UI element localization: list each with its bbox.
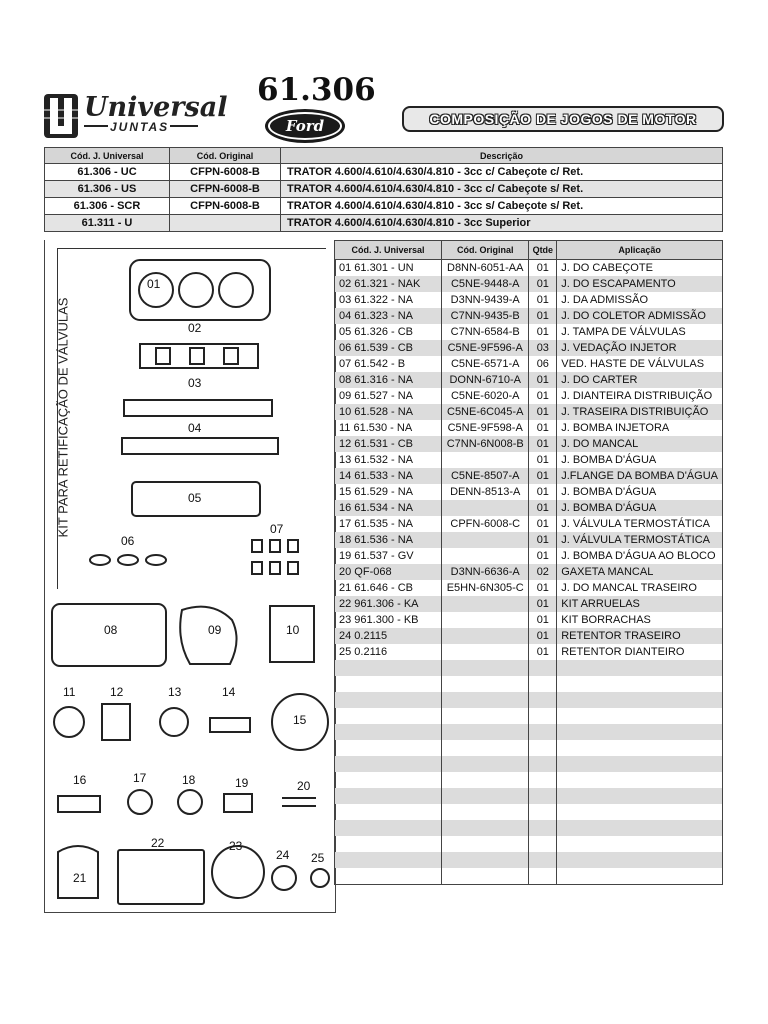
original-code: [442, 532, 529, 548]
part-code: [335, 820, 442, 836]
original-code: C7NN-6584-B: [442, 324, 529, 340]
application: VED. HASTE DE VÁLVULAS: [557, 356, 723, 372]
part-code: 23 961.300 - KB: [335, 612, 442, 628]
description: TRATOR 4.600/4.610/4.630/4.810 - 3cc c/ Cabeçote c/ Ret.: [281, 164, 723, 181]
application: J. BOMBA D'ÁGUA: [557, 500, 723, 516]
application: J. DO ESCAPAMENTO: [557, 276, 723, 292]
column-header: Descrição: [281, 148, 723, 164]
description: TRATOR 4.600/4.610/4.630/4.810 - 3cc s/ Cabeçote s/ Ret.: [281, 198, 723, 215]
application: J. DA ADMISSÃO: [557, 292, 723, 308]
bearing-seal-strip-icon: [282, 798, 316, 806]
application: [557, 660, 723, 676]
original-code: [442, 852, 529, 868]
ford-logo: Ford: [268, 112, 342, 140]
description: TRATOR 4.600/4.610/4.630/4.810 - 3cc Superior: [281, 215, 723, 232]
intake-gasket-icon: [124, 400, 272, 416]
table-row: [335, 772, 723, 788]
gasket-diagrams: [44, 240, 334, 912]
table-row: [335, 596, 723, 612]
quantity: 01: [529, 500, 557, 516]
table-row: [335, 260, 723, 277]
quantity: 01: [529, 308, 557, 324]
quantity: [529, 660, 557, 676]
diagram-label: 16: [73, 773, 87, 787]
table-row: [45, 181, 723, 198]
part-code: 13 61.532 - NA: [335, 452, 442, 468]
diagram-label: 21: [73, 871, 87, 885]
quantity: [529, 820, 557, 836]
column-header: Aplicação: [557, 241, 723, 260]
table-row: [335, 324, 723, 340]
table-row: [335, 500, 723, 516]
part-code: [335, 772, 442, 788]
part-code: 17 61.535 - NA: [335, 516, 442, 532]
kit-code: 61.311 - U: [45, 215, 170, 232]
components-table-body: [335, 260, 723, 885]
quantity: 01: [529, 580, 557, 596]
part-code: 20 QF-068: [335, 564, 442, 580]
part-code: 25 0.2116: [335, 644, 442, 660]
part-code: [335, 804, 442, 820]
diagram-label: 19: [235, 776, 249, 790]
part-code: [335, 660, 442, 676]
part-code: 18 61.536 - NA: [335, 532, 442, 548]
quantity: 01: [529, 484, 557, 500]
original-code: C5NE-6C045-A: [442, 404, 529, 420]
part-code: 06 61.539 - CB: [335, 340, 442, 356]
components-table: [334, 240, 723, 885]
table-row: [45, 198, 723, 215]
brand-subtitle: JUNTAS: [110, 120, 170, 134]
original-code: CFPN-6008-B: [170, 164, 281, 181]
application: J. TRASEIRA DISTRIBUIÇÃO: [557, 404, 723, 420]
column-header: Cód. Original: [442, 241, 529, 260]
part-code: [335, 788, 442, 804]
quantity: [529, 868, 557, 885]
table-row: [335, 660, 723, 676]
application: KIT BORRACHAS: [557, 612, 723, 628]
diagram-label: 04: [188, 421, 202, 435]
part-code: 12 61.531 - CB: [335, 436, 442, 452]
table-row: [335, 564, 723, 580]
table-row: [335, 852, 723, 868]
original-code: [442, 500, 529, 516]
components-table-header: [335, 241, 723, 260]
application: J.FLANGE DA BOMBA D'ÁGUA: [557, 468, 723, 484]
description: TRATOR 4.600/4.610/4.630/4.810 - 3cc c/ Cabeçote s/ Ret.: [281, 181, 723, 198]
table-row: [335, 692, 723, 708]
application: [557, 692, 723, 708]
table-row: [335, 708, 723, 724]
table-row: [335, 340, 723, 356]
diagram-label: 15: [293, 713, 307, 727]
application: [557, 676, 723, 692]
column-header: Cód. J. Universal: [45, 148, 170, 164]
water-pump-flange-gasket-icon: [210, 718, 250, 732]
diagram-label: 22: [151, 836, 165, 850]
application: RETENTOR TRASEIRO: [557, 628, 723, 644]
original-code: C5NE-8507-A: [442, 468, 529, 484]
table-row: [45, 215, 723, 232]
application: [557, 804, 723, 820]
quantity: 01: [529, 420, 557, 436]
original-code: [442, 548, 529, 564]
column-header: Qtde: [529, 241, 557, 260]
original-code: CFPN-6008-B: [170, 198, 281, 215]
original-code: C5NE-9448-A: [442, 276, 529, 292]
quantity: 01: [529, 532, 557, 548]
original-code: [442, 820, 529, 836]
table-row: [335, 868, 723, 885]
quantity: 01: [529, 468, 557, 484]
front-seal-icon: [311, 869, 329, 887]
water-pump-gasket-icon: [160, 708, 188, 736]
quantity: 01: [529, 452, 557, 468]
part-code: [335, 708, 442, 724]
quantity: 01: [529, 516, 557, 532]
water-pump-block-gasket-icon: [224, 794, 252, 812]
original-code: [442, 676, 529, 692]
original-code: [442, 804, 529, 820]
application: [557, 820, 723, 836]
original-code: [442, 692, 529, 708]
diagram-label: 06: [121, 534, 135, 548]
quantity: [529, 804, 557, 820]
quantity: [529, 772, 557, 788]
page-title: 61.306: [257, 72, 376, 108]
kit-code: 61.306 - UC: [45, 164, 170, 181]
table-row: [335, 356, 723, 372]
diagram-label: 05: [188, 491, 202, 505]
table-row: [335, 532, 723, 548]
quantity: 01: [529, 292, 557, 308]
part-code: [335, 724, 442, 740]
quantity: 01: [529, 644, 557, 660]
application: [557, 724, 723, 740]
quantity: [529, 852, 557, 868]
original-code: [442, 628, 529, 644]
part-code: 11 61.530 - NA: [335, 420, 442, 436]
diagram-label: 24: [276, 848, 290, 862]
application: J. DO MANCAL TRASEIRO: [557, 580, 723, 596]
kits-table: [44, 147, 723, 232]
application: [557, 708, 723, 724]
kit-label: KIT PARA RETIFICAÇÃO DE VÁLVULAS: [55, 297, 71, 538]
application: [557, 740, 723, 756]
application: J. BOMBA D'ÁGUA AO BLOCO: [557, 548, 723, 564]
part-code: 08 61.316 - NA: [335, 372, 442, 388]
water-pump-cover-gasket-icon: [58, 796, 100, 812]
quantity: [529, 756, 557, 772]
part-code: 05 61.326 - CB: [335, 324, 442, 340]
diagram-label: 13: [168, 685, 182, 699]
rear-seal-icon: [272, 866, 296, 890]
table-row: [335, 724, 723, 740]
table-row: [335, 484, 723, 500]
application: J. TAMPA DE VÁLVULAS: [557, 324, 723, 340]
table-row: [335, 404, 723, 420]
original-code: DENN-8513-A: [442, 484, 529, 500]
table-row: [45, 164, 723, 181]
application: [557, 852, 723, 868]
original-code: [442, 836, 529, 852]
original-code: [442, 644, 529, 660]
original-code: [442, 452, 529, 468]
quantity: 02: [529, 564, 557, 580]
washer-kit-icon: [118, 850, 204, 904]
quantity: [529, 740, 557, 756]
table-row: [335, 468, 723, 484]
quantity: [529, 692, 557, 708]
application: J. DO CABEÇOTE: [557, 260, 723, 277]
table-row: [335, 788, 723, 804]
part-code: 10 61.528 - NA: [335, 404, 442, 420]
thermostat-gasket-icon: [128, 790, 152, 814]
diagram-label: 14: [222, 685, 236, 699]
part-code: [335, 692, 442, 708]
kits-table-header: [45, 148, 723, 164]
application: J. BOMBA D'ÁGUA: [557, 452, 723, 468]
original-code: D8NN-6051-AA: [442, 260, 529, 277]
part-code: 24 0.2115: [335, 628, 442, 644]
quantity: 01: [529, 260, 557, 277]
original-code: CFPN-6008-B: [170, 181, 281, 198]
application: J. VEDAÇÃO INJETOR: [557, 340, 723, 356]
quantity: 01: [529, 628, 557, 644]
quantity: 01: [529, 404, 557, 420]
table-row: [335, 436, 723, 452]
table-row: [335, 420, 723, 436]
table-row: [335, 388, 723, 404]
table-row: [335, 292, 723, 308]
part-code: 14 61.533 - NA: [335, 468, 442, 484]
quantity: 01: [529, 436, 557, 452]
diagram-label: 17: [133, 771, 147, 785]
manifold-gasket-icon: [122, 438, 278, 454]
part-code: [335, 676, 442, 692]
table-row: [335, 820, 723, 836]
original-code: [442, 596, 529, 612]
application: [557, 756, 723, 772]
column-header: Cód. J. Universal: [335, 241, 442, 260]
injector-seal-icon: [90, 555, 166, 565]
part-code: [335, 740, 442, 756]
diagram-label: 18: [182, 773, 196, 787]
title-banner: COMPOSIÇÃO DE JOGOS DE MOTOR: [402, 106, 724, 132]
original-code: CPFN-6008-C: [442, 516, 529, 532]
application: J. DO MANCAL: [557, 436, 723, 452]
part-code: [335, 836, 442, 852]
table-row: [335, 276, 723, 292]
original-code: C5NE-9F596-A: [442, 340, 529, 356]
rubber-kit-icon: [212, 846, 264, 898]
original-code: [442, 868, 529, 885]
table-row: [335, 372, 723, 388]
table-row: [335, 644, 723, 660]
part-code: 03 61.322 - NA: [335, 292, 442, 308]
original-code: D3NN-6636-A: [442, 564, 529, 580]
original-code: [442, 740, 529, 756]
part-code: [335, 756, 442, 772]
original-code: C5NE-9F598-A: [442, 420, 529, 436]
table-row: [335, 516, 723, 532]
kit-code: 61.306 - US: [45, 181, 170, 198]
valve-stem-seal-icon: [252, 540, 298, 574]
diagram-label: 08: [104, 623, 118, 637]
original-code: [442, 772, 529, 788]
quantity: 01: [529, 548, 557, 564]
part-code: 02 61.321 - NAK: [335, 276, 442, 292]
diagram-label: 01: [147, 277, 161, 291]
exhaust-gasket-icon: [140, 344, 258, 368]
original-code: [442, 756, 529, 772]
original-code: C5NE-6571-A: [442, 356, 529, 372]
brand-name: Universal: [84, 92, 228, 123]
diagram-label: 25: [311, 851, 325, 865]
part-code: [335, 852, 442, 868]
original-code: C7NN-9435-B: [442, 308, 529, 324]
quantity: 01: [529, 324, 557, 340]
application: [557, 788, 723, 804]
table-row: [335, 628, 723, 644]
part-code: 09 61.527 - NA: [335, 388, 442, 404]
kit-code: 61.306 - SCR: [45, 198, 170, 215]
part-code: 04 61.323 - NA: [335, 308, 442, 324]
part-code: 19 61.537 - GV: [335, 548, 442, 564]
part-code: 15 61.529 - NA: [335, 484, 442, 500]
quantity: [529, 676, 557, 692]
quantity: [529, 836, 557, 852]
application: KIT ARRUELAS: [557, 596, 723, 612]
table-row: [335, 580, 723, 596]
thermostat-ring-icon: [178, 790, 202, 814]
part-code: 07 61.542 - B: [335, 356, 442, 372]
part-code: 21 61.646 - CB: [335, 580, 442, 596]
quantity: 01: [529, 596, 557, 612]
table-row: [335, 804, 723, 820]
injection-pump-gasket-icon: [54, 707, 84, 737]
application: GAXETA MANCAL: [557, 564, 723, 580]
part-code: 22 961.306 - KA: [335, 596, 442, 612]
original-code: E5HN-6N305-C: [442, 580, 529, 596]
quantity: 03: [529, 340, 557, 356]
quantity: [529, 788, 557, 804]
table-row: [335, 548, 723, 564]
application: [557, 772, 723, 788]
part-code: 16 61.534 - NA: [335, 500, 442, 516]
application: J. BOMBA INJETORA: [557, 420, 723, 436]
quantity: 01: [529, 612, 557, 628]
table-row: [335, 740, 723, 756]
diagram-label: 11: [63, 685, 76, 699]
quantity: 06: [529, 356, 557, 372]
quantity: [529, 708, 557, 724]
diagram-label: 09: [208, 623, 222, 637]
table-row: [335, 756, 723, 772]
quantity: 01: [529, 276, 557, 292]
original-code: C5NE-6020-A: [442, 388, 529, 404]
bearing-gasket-icon: [102, 704, 130, 740]
original-code: [442, 724, 529, 740]
diagram-label: 12: [110, 685, 124, 699]
original-code: [442, 708, 529, 724]
table-row: [335, 612, 723, 628]
diagram-label: 02: [188, 321, 202, 335]
part-code: [335, 868, 442, 885]
original-code: D3NN-9439-A: [442, 292, 529, 308]
application: J. VÁLVULA TERMOSTÁTICA: [557, 516, 723, 532]
application: [557, 868, 723, 885]
original-code: DONN-6710-A: [442, 372, 529, 388]
original-code: C7NN-6N008-B: [442, 436, 529, 452]
application: J. BOMBA D'ÁGUA: [557, 484, 723, 500]
quantity: [529, 724, 557, 740]
application: J. DO COLETOR ADMISSÃO: [557, 308, 723, 324]
original-code: [170, 215, 281, 232]
quantity: 01: [529, 388, 557, 404]
table-row: [335, 836, 723, 852]
original-code: [442, 612, 529, 628]
diagram-label: 23: [229, 839, 243, 853]
application: J. DIANTEIRA DISTRIBUIÇÃO: [557, 388, 723, 404]
table-row: [335, 452, 723, 468]
diagram-label: 10: [286, 623, 300, 637]
quantity: 01: [529, 372, 557, 388]
application: [557, 836, 723, 852]
diagram-label: 03: [188, 376, 202, 390]
application: J. DO CARTER: [557, 372, 723, 388]
diagram-label: 20: [297, 779, 311, 793]
original-code: [442, 788, 529, 804]
application: RETENTOR DIANTEIRO: [557, 644, 723, 660]
diagram-label: 07: [270, 522, 284, 536]
column-header: Cód. Original: [170, 148, 281, 164]
application: J. VÁLVULA TERMOSTÁTICA: [557, 532, 723, 548]
original-code: [442, 660, 529, 676]
part-code: 01 61.301 - UN: [335, 260, 442, 277]
table-row: [335, 308, 723, 324]
table-row: [335, 676, 723, 692]
